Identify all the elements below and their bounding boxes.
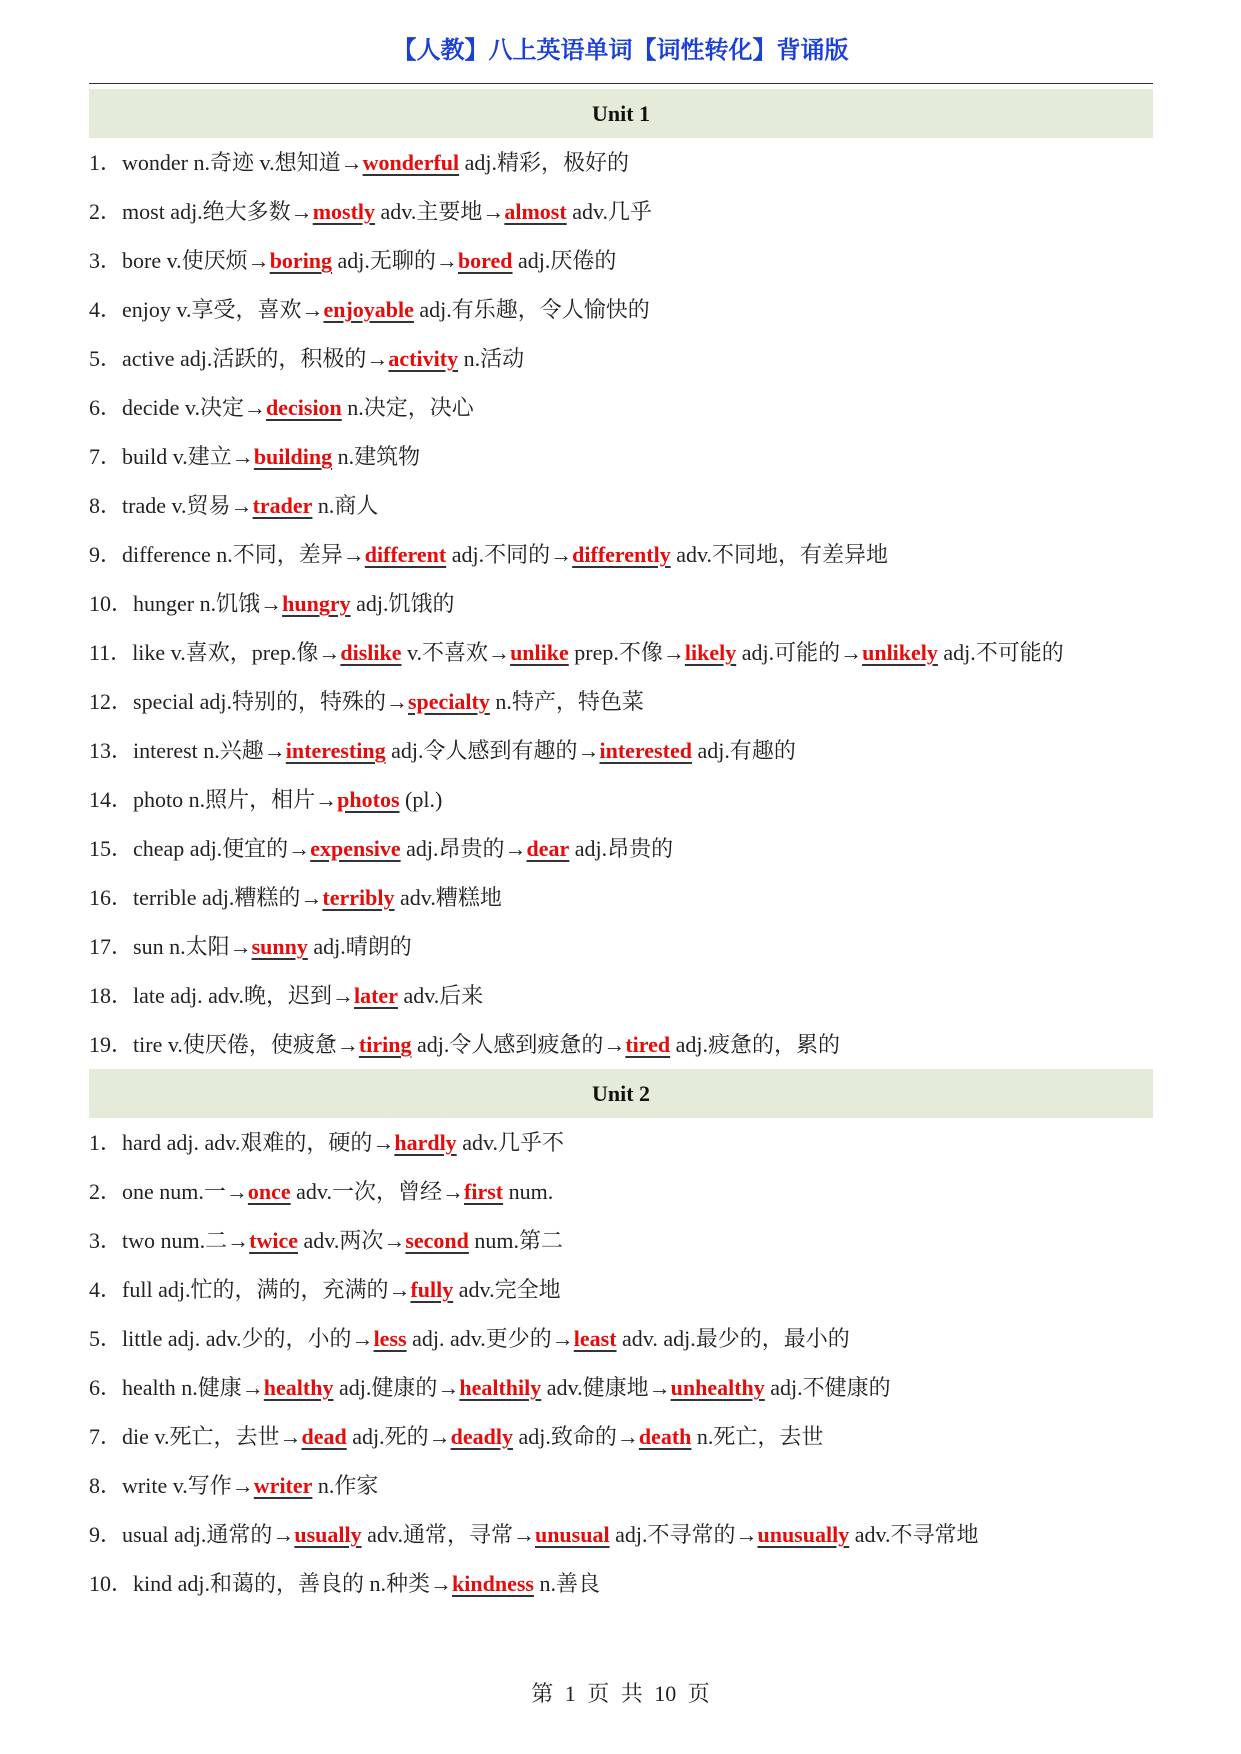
item-text: adj. adv.更少的→ — [406, 1326, 574, 1351]
item-text: adj.无聊的→ — [332, 248, 458, 273]
vocab-item — [89, 1412, 1153, 1461]
item-text: adj.有乐趣，令人愉快的 — [413, 297, 650, 322]
vocab-item — [89, 1559, 1153, 1608]
answer-word: interested — [599, 738, 692, 763]
item-number: 4． — [89, 297, 123, 322]
vocab-item — [89, 1118, 1153, 1167]
answer-word: mostly — [312, 199, 376, 224]
item-text: adv.主要地→ — [375, 199, 505, 224]
vocab-item — [89, 1461, 1153, 1510]
item-number: 5． — [89, 346, 123, 371]
item-number: 13． — [89, 738, 134, 763]
item-text: adv.几乎不 — [456, 1130, 565, 1155]
item-text: adv. adj.最少的，最小的 — [616, 1326, 850, 1351]
item-text: adj.不同的→ — [446, 542, 573, 567]
item-text: little adj. adv.少的，小的→ — [122, 1326, 374, 1351]
answer-word: building — [253, 444, 333, 469]
page-title: 【人教】八上英语单词【词性转化】背诵版 — [392, 38, 849, 64]
vocab-item — [89, 1265, 1153, 1314]
answer-word: terribly — [322, 885, 395, 910]
item-number: 16． — [89, 885, 134, 910]
answer-word: once — [247, 1179, 291, 1204]
item-text: hard adj. adv.艰难的，硬的→ — [122, 1130, 395, 1155]
item-text: two num.二→ — [122, 1228, 250, 1253]
item-text: adv.通常，寻常→ — [361, 1522, 535, 1547]
item-text: adv.不寻常地 — [849, 1522, 979, 1547]
item-text: kind adj.和蔼的，善良的 n.种类→ — [133, 1571, 453, 1596]
item-number: 18． — [89, 983, 134, 1008]
answer-word: fully — [410, 1277, 454, 1302]
item-number: 19． — [89, 1032, 134, 1057]
item-text: n.作家 — [312, 1473, 379, 1498]
item-number: 10． — [89, 1571, 134, 1596]
vocab-item — [89, 285, 1153, 334]
item-text: die v.死亡，去世→ — [122, 1424, 302, 1449]
item-text: num.第二 — [468, 1228, 564, 1253]
vocab-item — [89, 383, 1153, 432]
answer-word: boring — [269, 248, 333, 273]
item-number: 14． — [89, 787, 134, 812]
item-text: usual adj.通常的→ — [122, 1522, 295, 1547]
vocab-item — [89, 775, 1153, 824]
item-text: adv.两次→ — [298, 1228, 406, 1253]
vocab-item — [89, 677, 1153, 726]
vocab-item — [89, 138, 1153, 187]
vocab-item — [89, 1020, 1153, 1069]
unit-heading: Unit 1 — [89, 89, 1153, 138]
item-text: n.死亡，去世 — [691, 1424, 824, 1449]
vocab-item — [89, 334, 1153, 383]
answer-word: first — [464, 1179, 504, 1204]
item-number: 10． — [89, 591, 134, 616]
vocab-item — [89, 726, 1153, 775]
item-text: v.不喜欢→ — [401, 640, 511, 665]
answer-word: later — [353, 983, 398, 1008]
item-number: 17． — [89, 934, 134, 959]
answer-word: death — [638, 1424, 692, 1449]
item-number: 11． — [89, 640, 133, 665]
answer-word: bored — [457, 248, 513, 273]
item-number: 7． — [89, 1424, 123, 1449]
item-text: adj.厌倦的 — [512, 248, 617, 273]
answer-word: different — [364, 542, 447, 567]
vocab-item — [89, 481, 1153, 530]
unit-heading: Unit 2 — [89, 1069, 1153, 1118]
vocab-item — [89, 1216, 1153, 1265]
item-text: adj.精彩，极好的 — [459, 150, 630, 175]
answer-word: unusual — [534, 1522, 610, 1547]
item-text: adj.昂贵的→ — [400, 836, 527, 861]
item-number: 1． — [89, 1130, 123, 1155]
answer-word: sunny — [251, 934, 308, 959]
item-number: 7． — [89, 444, 123, 469]
item-number: 8． — [89, 493, 123, 518]
item-text: n.特产，特色菜 — [489, 689, 644, 714]
vocab-item — [89, 1314, 1153, 1363]
item-text: n.决定，决心 — [341, 395, 474, 420]
answer-word: decision — [266, 395, 342, 420]
item-text: active adj.活跃的，积极的→ — [122, 346, 389, 371]
item-text: trade v.贸易→ — [122, 493, 253, 518]
item-text: adj.可能的→ — [736, 640, 863, 665]
item-number: 1． — [89, 150, 123, 175]
answer-word: least — [573, 1326, 617, 1351]
item-text: build v.建立→ — [122, 444, 254, 469]
answer-word: dear — [526, 836, 570, 861]
answer-word: trader — [252, 493, 313, 518]
answer-word: unlike — [510, 640, 569, 665]
item-text: bore v.使厌烦→ — [122, 248, 270, 273]
answer-word: dislike — [340, 640, 402, 665]
item-text: adv.健康地→ — [541, 1375, 671, 1400]
item-number: 4． — [89, 1277, 123, 1302]
item-text: adj.不可能的 — [937, 640, 1064, 665]
vocab-item — [89, 971, 1153, 1020]
item-number: 3． — [89, 248, 123, 273]
item-text: adj.不寻常的→ — [609, 1522, 758, 1547]
item-text: interest n.兴趣→ — [133, 738, 286, 763]
item-text: adv.完全地 — [453, 1277, 561, 1302]
page-number: 第 1 页 共 10 页 — [531, 1681, 710, 1706]
item-text: sun n.太阳→ — [133, 934, 252, 959]
item-number: 5． — [89, 1326, 123, 1351]
item-text: adj.有趣的 — [691, 738, 796, 763]
item-text: adv.一次，曾经→ — [290, 1179, 465, 1204]
answer-word: specialty — [407, 689, 490, 714]
item-text: photo n.照片，相片→ — [133, 787, 338, 812]
vocab-item — [89, 922, 1153, 971]
answer-word: second — [405, 1228, 469, 1253]
answer-word: likely — [684, 640, 737, 665]
item-text: write v.写作→ — [122, 1473, 254, 1498]
item-text: n.建筑物 — [332, 444, 421, 469]
answer-word: deadly — [450, 1424, 513, 1449]
answer-word: tired — [625, 1032, 671, 1057]
answer-word: dead — [301, 1424, 347, 1449]
item-number: 3． — [89, 1228, 123, 1253]
vocab-item — [89, 628, 1153, 677]
vocab-item — [89, 873, 1153, 922]
answer-word: enjoyable — [323, 297, 414, 322]
item-text: cheap adj.便宜的→ — [133, 836, 311, 861]
item-text: adj.不健康的 — [764, 1375, 891, 1400]
answer-word: hungry — [282, 591, 351, 616]
answer-word: usually — [294, 1522, 362, 1547]
item-text: adj.致命的→ — [512, 1424, 639, 1449]
answer-word: healthily — [459, 1375, 542, 1400]
answer-word: tiring — [358, 1032, 412, 1057]
item-text: full adj.忙的，满的，充满的→ — [122, 1277, 411, 1302]
item-text: health n.健康→ — [122, 1375, 264, 1400]
answer-word: unlikely — [862, 640, 938, 665]
item-text: adv.糟糕地 — [394, 885, 502, 910]
vocab-item — [89, 187, 1153, 236]
answer-word: almost — [504, 199, 567, 224]
vocab-item — [89, 236, 1153, 285]
answer-word: differently — [572, 542, 671, 567]
answer-word: kindness — [452, 1571, 534, 1596]
answer-word: interesting — [285, 738, 386, 763]
item-text: difference n.不同，差异→ — [122, 542, 365, 567]
item-text: n.活动 — [458, 346, 525, 371]
answer-word: unhealthy — [670, 1375, 765, 1400]
item-text: decide v.决定→ — [122, 395, 266, 420]
item-text: one num.一→ — [122, 1179, 248, 1204]
item-number: 15． — [89, 836, 134, 861]
item-text: num. — [503, 1179, 554, 1204]
answer-word: less — [373, 1326, 407, 1351]
item-text: adj.晴朗的 — [307, 934, 412, 959]
item-text: n.善良 — [533, 1571, 600, 1596]
item-text: hunger n.饥饿→ — [133, 591, 283, 616]
header-divider — [89, 83, 1153, 84]
item-text: like v.喜欢，prep.像→ — [132, 640, 341, 665]
item-text: late adj. adv.晚，迟到→ — [133, 983, 354, 1008]
item-text: adv.不同地，有差异地 — [670, 542, 889, 567]
vocabulary-content — [89, 89, 1153, 1608]
answer-word: expensive — [310, 836, 401, 861]
item-text: adv.几乎 — [566, 199, 653, 224]
item-text: prep.不像→ — [568, 640, 685, 665]
item-text: adj.令人感到有趣的→ — [385, 738, 600, 763]
item-text: terrible adj.糟糕的→ — [133, 885, 323, 910]
vocab-item — [89, 432, 1153, 481]
item-number: 12． — [89, 689, 134, 714]
vocab-item — [89, 530, 1153, 579]
item-number: 9． — [89, 542, 123, 567]
answer-word: twice — [249, 1228, 298, 1253]
item-number: 8． — [89, 1473, 123, 1498]
item-text: adv.后来 — [397, 983, 484, 1008]
item-text: special adj.特别的，特殊的→ — [133, 689, 408, 714]
vocab-item — [89, 1167, 1153, 1216]
vocab-item — [89, 579, 1153, 628]
item-number: 6． — [89, 1375, 123, 1400]
item-number: 9． — [89, 1522, 123, 1547]
vocab-item — [89, 824, 1153, 873]
item-number: 6． — [89, 395, 123, 420]
item-text: tire v.使厌倦，使疲惫→ — [133, 1032, 359, 1057]
item-text: adj.饥饿的 — [350, 591, 455, 616]
item-text: adj.疲惫的，累的 — [670, 1032, 841, 1057]
item-text: most adj.绝大多数→ — [122, 199, 313, 224]
item-number: 2． — [89, 1179, 123, 1204]
item-text: (pl.) — [399, 787, 443, 812]
item-text: adj.昂贵的 — [569, 836, 674, 861]
vocab-item — [89, 1363, 1153, 1412]
item-text: adj.令人感到疲惫的→ — [411, 1032, 626, 1057]
item-text: enjoy v.享受，喜欢→ — [122, 297, 324, 322]
answer-word: unusually — [757, 1522, 850, 1547]
answer-word: writer — [253, 1473, 313, 1498]
answer-word: hardly — [394, 1130, 457, 1155]
answer-word: wonderful — [362, 150, 460, 175]
answer-word: healthy — [263, 1375, 334, 1400]
item-text: adj.健康的→ — [333, 1375, 460, 1400]
answer-word: activity — [388, 346, 459, 371]
item-text: adj.死的→ — [346, 1424, 451, 1449]
answer-word: photos — [337, 787, 400, 812]
item-text: wonder n.奇迹 v.想知道→ — [122, 150, 363, 175]
item-text: n.商人 — [312, 493, 379, 518]
vocab-item — [89, 1510, 1153, 1559]
item-number: 2． — [89, 199, 123, 224]
